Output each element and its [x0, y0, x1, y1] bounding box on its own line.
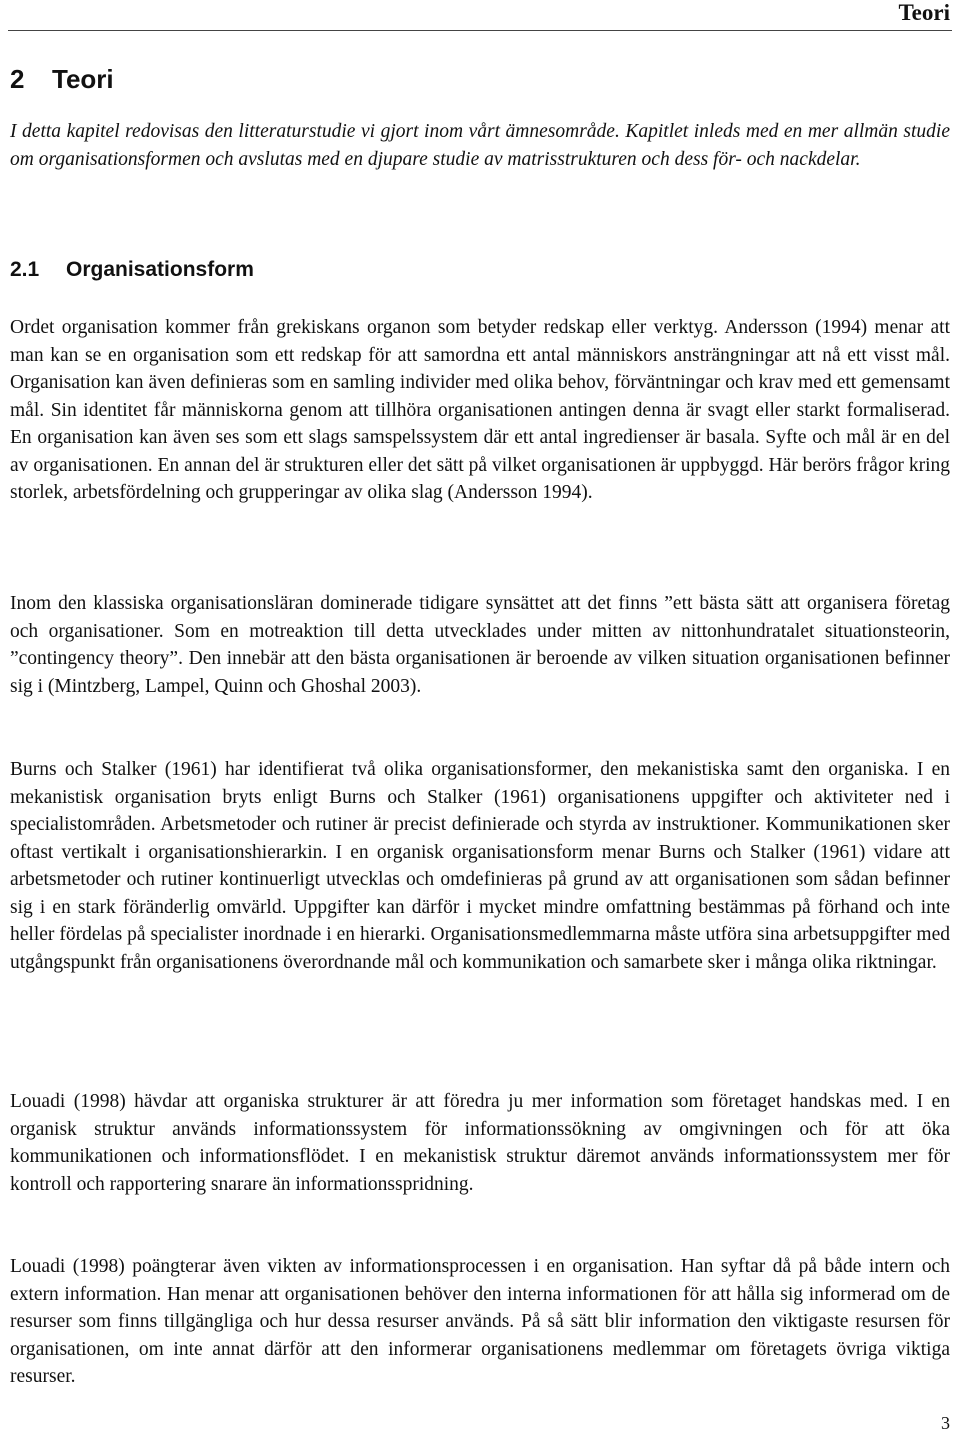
paragraph: Ordet organisation kommer från grekiskans organon som betyder redskap eller verktyg. Andersson (1994) menar att man kan se en organisation som ett redskap för att samordna ett antal människors ansträngningar att nå ett visst mål. Organisation kan även definieras som en samling individer med olika behov, förväntningar och krav med ett gemensamt mål. Sin identitet får människorna genom att tillhöra organisationen antingen denna är svagt eller starkt formaliserad. En organisation kan även ses som ett slags samspelssystem där ett antal ingredienser är basala. Syfte och mål är en del av organisationen. En annan del är strukturen eller det sätt på vilket organisationen är uppbyggd. Här berörs frågor kring storlek, arbetsfördelning och grupperingar av olika slag (Andersson 1994).: [10, 317, 950, 503]
section-title: Organisationsform: [66, 258, 254, 281]
paragraph: Inom den klassiska organisationsläran dominerade tidigare synsättet att det finns ”ett bästa sätt att organisera företag och organisationer. Som en motreaktion till detta utvecklades under mitten av nittonhundratalet situationsteorin, ”contingency theory”. Den innebär att den bästa organisationen är beroende av vilken situation organisationen befinner sig i (Mintzberg, Lampel, Quinn och Ghoshal 2003).: [10, 593, 950, 697]
section-heading: [10, 258, 254, 282]
chapter-title: Teori: [52, 64, 114, 94]
section-number: 2.1: [10, 258, 40, 281]
paragraph: Burns och Stalker (1961) har identifierat två olika organisationsformer, den mekanistiska samt den organiska. I en mekanistisk organisation bryts enligt Burns och Stalker (1961) organisationens uppgifter och aktiviteter ned i specialistområden. Arbetsmetoder och rutiner är precist definierade och styrda av instruktioner. Kommunikationen sker oftast vertikalt i organisationshierarkin. I en organisk organisationsform menar Burns och Stalker (1961) vidare att arbetsmetoder och rutiner kontinuerligt utvecklas och omdefinieras på grund av att organisationen som sådan befinner sig i en stark föränderlig omvärld. Uppgifter kan därför i mycket mindre omfattning bestämmas på förhand och inte heller fördelas på specialister inordnade i en hierarki. Organisationsmedlemmarna måste utföra sina arbetsuppgifter med utgångspunkt från organisationens överordnande mål och kommunikation och samarbete sker i många olika riktningar.: [10, 759, 950, 973]
chapter-number: 2: [10, 64, 25, 94]
chapter-intro: I detta kapitel redovisas den litteraturstudie vi gjort inom vårt ämnesområde. Kapitlet inleds med en mer allmän studie om organisationsformen och avslutas med en djupare studie av matrisstrukturen och dess för- och nackdelar.: [10, 121, 950, 170]
page-number: 3: [941, 1413, 950, 1433]
page-header: [8, 0, 952, 31]
paragraph: Louadi (1998) poängterar även vikten av informationsprocessen i en organisation. Han syftar då på både intern och extern information. Han menar att organisationen behöver den interna informationen för att hålla sig informerad om de resurser som finns tillgängliga och hur dessa resurser används. På så sätt blir information den viktigaste resursen för organisationen, om inte annat därför att den informerar organisationens medlemmar om företagets övriga viktiga resurser.: [10, 1256, 950, 1387]
chapter-heading: [10, 64, 114, 95]
paragraph: Louadi (1998) hävdar att organiska strukturer är att föredra ju mer information som företaget handskas med. I en organisk struktur används informationssystem för informationssökning av omgivningen och för att öka kommunikationen och informationsflödet. I en mekanistisk struktur däremot används informationssystem mer för kontroll och rapportering snarare än informationsspridning.: [10, 1091, 950, 1195]
running-title: Teori: [898, 0, 950, 25]
